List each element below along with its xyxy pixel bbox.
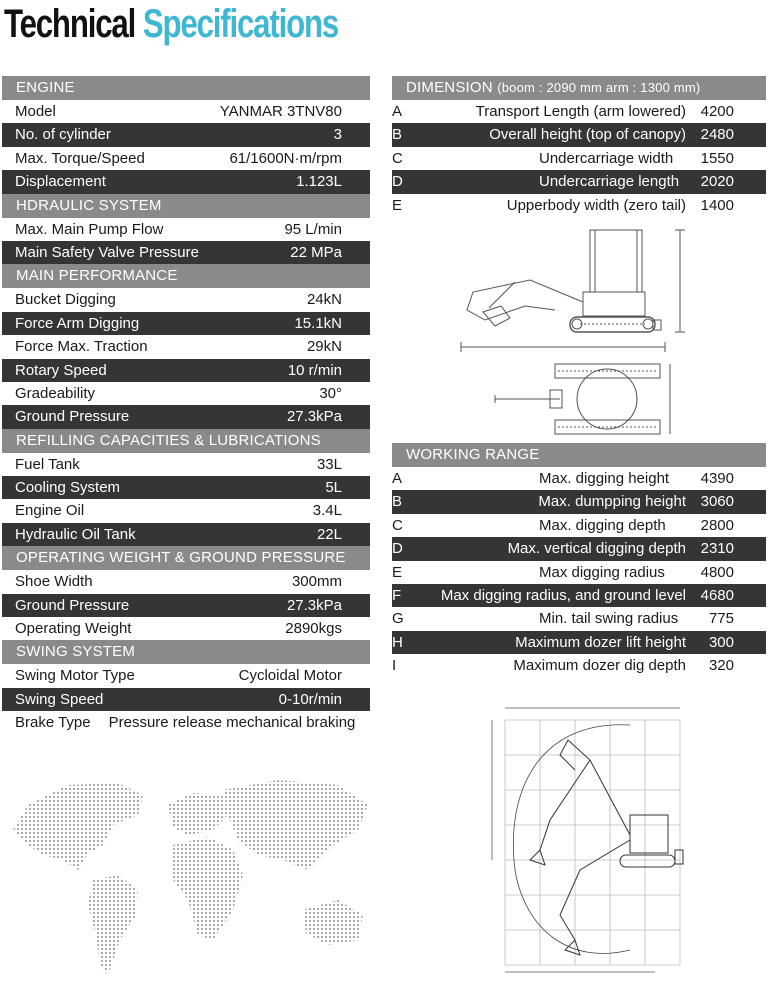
- row-label: Max. digging depth: [539, 516, 666, 534]
- row-value: 10 r/min: [287, 361, 342, 379]
- row-label: Max. Main Pump Flow: [15, 220, 164, 238]
- table-row: [392, 467, 766, 490]
- table-row: [2, 476, 370, 499]
- dimension-heading: DIMENSION: [406, 79, 493, 96]
- row-value: 4680: [700, 586, 734, 604]
- performance-section-header: MAIN PERFORMANCE: [2, 264, 370, 288]
- row-value: 22 MPa: [290, 243, 342, 261]
- table-row: [392, 194, 766, 217]
- row-label: Maximum dozer lift height: [515, 633, 686, 651]
- row-value: YANMAR 3TNV80: [219, 103, 342, 120]
- row-value: 4800: [700, 563, 734, 581]
- refilling-section-header: REFILLING CAPACITIES & LUBRICATIONS: [2, 429, 370, 453]
- dimension-subheading: (boom : 2090 mm arm : 1300 mm): [497, 80, 701, 95]
- row-key: E: [392, 563, 403, 581]
- table-row: [2, 288, 370, 311]
- table-row: [2, 170, 370, 193]
- table-row: [392, 514, 766, 537]
- north-america-shape: [13, 783, 143, 870]
- row-key: D: [392, 173, 403, 191]
- title-part-technical: Technical: [4, 2, 136, 46]
- row-key: F: [392, 586, 402, 604]
- row-value: 775: [708, 610, 734, 628]
- row-label: No. of cylinder: [15, 126, 111, 144]
- table-row: [2, 218, 370, 241]
- working-range-section-header: WORKING RANGE: [392, 443, 766, 467]
- excavator-working-view: [530, 740, 683, 955]
- table-row: [2, 617, 370, 640]
- row-key: E: [392, 196, 403, 214]
- row-label: Transport Length (arm lowered): [475, 103, 686, 120]
- row-label: Min. tail swing radius: [539, 610, 679, 628]
- table-row: [2, 594, 370, 617]
- row-value: 4200: [700, 103, 734, 120]
- row-label: Overall height (top of canopy): [489, 126, 686, 144]
- row-label: Displacement: [15, 173, 106, 191]
- row-label: Max. dumpping height: [538, 493, 686, 511]
- row-label: Hydraulic Oil Tank: [15, 525, 136, 543]
- row-label: Ground Pressure: [15, 596, 130, 614]
- dimension-rows: [392, 100, 766, 217]
- row-value: 15.1kN: [294, 314, 342, 332]
- row-value: Cycloidal Motor: [238, 667, 342, 685]
- asia-shape: [223, 780, 368, 870]
- working-range-rows: [392, 467, 766, 678]
- table-row: [392, 100, 766, 123]
- row-value: 2480: [700, 126, 734, 144]
- row-value: 95 L/min: [284, 220, 342, 238]
- row-value: 2890kgs: [285, 620, 342, 638]
- swing-rows: [2, 664, 370, 734]
- row-label: Max. vertical digging depth: [507, 540, 686, 558]
- performance-rows: [2, 288, 370, 428]
- page-title: [4, 2, 338, 54]
- row-key: G: [392, 610, 404, 628]
- table-row: [392, 123, 766, 146]
- row-key: B: [392, 493, 403, 511]
- row-label: Fuel Tank: [15, 455, 80, 473]
- row-label: Rotary Speed: [15, 361, 107, 379]
- refilling-rows: [2, 453, 370, 547]
- dimension-section-header: [392, 76, 766, 100]
- row-value: Pressure release mechanical braking: [108, 714, 356, 732]
- table-row: [2, 523, 370, 546]
- table-row: [2, 147, 370, 170]
- row-label: Max. digging height: [539, 469, 670, 487]
- title-part-specifications: Specifications: [142, 2, 339, 46]
- table-row: [392, 147, 766, 170]
- row-value: 300: [708, 633, 734, 651]
- row-key: A: [392, 103, 403, 120]
- row-value: 2020: [700, 173, 734, 191]
- row-label: Upperbody width (zero tail): [506, 196, 686, 214]
- table-row: [2, 312, 370, 335]
- operating-rows: [2, 570, 370, 640]
- row-label: Operating Weight: [15, 620, 132, 638]
- row-key: I: [392, 657, 397, 675]
- table-row: [2, 688, 370, 711]
- table-row: [2, 382, 370, 405]
- row-value: 300mm: [291, 573, 342, 591]
- table-row: [2, 499, 370, 522]
- excavator-side-view: [461, 230, 685, 352]
- row-value: 4390: [700, 469, 734, 487]
- row-label: Undercarriage length: [539, 173, 680, 191]
- row-value: 0-10r/min: [278, 690, 342, 708]
- row-key: H: [392, 633, 403, 651]
- table-row: [392, 537, 766, 560]
- excavator-dimension-diagram: [455, 222, 690, 447]
- row-label: Main Safety Valve Pressure: [15, 243, 199, 261]
- row-value: 27.3kPa: [286, 408, 342, 426]
- row-value: 320: [708, 657, 734, 675]
- row-label: Swing Motor Type: [15, 667, 135, 685]
- table-row: [392, 490, 766, 513]
- row-value: 22L: [316, 525, 342, 543]
- row-value: 3060: [700, 493, 734, 511]
- table-row: [2, 405, 370, 428]
- hydraulic-section-header: HDRAULIC SYSTEM: [2, 194, 370, 218]
- row-key: C: [392, 149, 403, 167]
- table-row: [2, 123, 370, 146]
- table-row: [2, 241, 370, 264]
- row-key: B: [392, 126, 403, 144]
- row-value: 3.4L: [312, 502, 342, 520]
- row-value: 1400: [700, 196, 734, 214]
- row-value: 33L: [316, 455, 342, 473]
- south-america-shape: [88, 875, 138, 975]
- row-label: Brake Type: [15, 714, 91, 732]
- table-row: [392, 170, 766, 193]
- engine-section-header: ENGINE: [2, 76, 370, 100]
- row-label: Bucket Digging: [15, 291, 116, 309]
- table-row: [392, 654, 766, 677]
- row-label: Ground Pressure: [15, 408, 130, 426]
- table-row: [2, 711, 370, 734]
- table-row: [392, 561, 766, 584]
- table-row: [2, 335, 370, 358]
- world-map-graphic: [8, 775, 378, 980]
- table-row: [392, 584, 766, 607]
- row-label: Undercarriage width: [539, 149, 674, 167]
- row-value: 5L: [325, 479, 342, 497]
- row-value: 61/1600N·m/rpm: [229, 149, 342, 167]
- row-key: D: [392, 540, 403, 558]
- row-label: Model: [15, 103, 56, 120]
- table-row: [2, 453, 370, 476]
- row-key: C: [392, 516, 403, 534]
- table-row: [392, 607, 766, 630]
- table-row: [2, 100, 370, 123]
- row-value: 1.123L: [296, 173, 342, 191]
- working-range-grid: [505, 720, 680, 965]
- swing-section-header: SWING SYSTEM: [2, 640, 370, 664]
- row-value: 3: [333, 126, 342, 144]
- row-value: 30°: [319, 384, 342, 402]
- row-value: 2310: [700, 540, 734, 558]
- table-row: [2, 570, 370, 593]
- australia-shape: [303, 900, 363, 945]
- left-spec-column: [2, 76, 370, 735]
- excavator-top-view: [495, 364, 670, 434]
- row-label: Gradeability: [15, 384, 96, 402]
- africa-shape: [173, 837, 243, 940]
- row-label: Max digging radius, and ground level: [440, 586, 686, 604]
- europe-shape: [168, 793, 228, 835]
- engine-rows: [2, 100, 370, 194]
- row-value: 2800: [700, 516, 734, 534]
- row-key: A: [392, 469, 403, 487]
- hydraulic-rows: [2, 218, 370, 265]
- row-label: Force Max. Traction: [15, 338, 148, 356]
- row-value: 29kN: [306, 338, 342, 356]
- row-value: 1550: [700, 149, 734, 167]
- row-label: Force Arm Digging: [15, 314, 140, 332]
- row-value: 27.3kPa: [286, 596, 342, 614]
- operating-section-header: OPERATING WEIGHT & GROUND PRESSURE: [2, 546, 370, 570]
- row-label: Cooling System: [15, 479, 121, 497]
- table-row: [2, 664, 370, 687]
- row-label: Engine Oil: [15, 502, 85, 520]
- row-value: 24kN: [306, 291, 342, 309]
- dimension-lines: [492, 708, 680, 972]
- working-range-diagram: [480, 700, 695, 980]
- row-label: Maximum dozer dig depth: [513, 657, 686, 675]
- table-row: [2, 359, 370, 382]
- row-label: Swing Speed: [15, 690, 104, 708]
- row-label: Max. Torque/Speed: [15, 149, 145, 167]
- row-label: Shoe Width: [15, 573, 93, 591]
- digging-envelope: [513, 725, 630, 954]
- row-label: Max digging radius: [539, 563, 665, 581]
- table-row: [392, 631, 766, 654]
